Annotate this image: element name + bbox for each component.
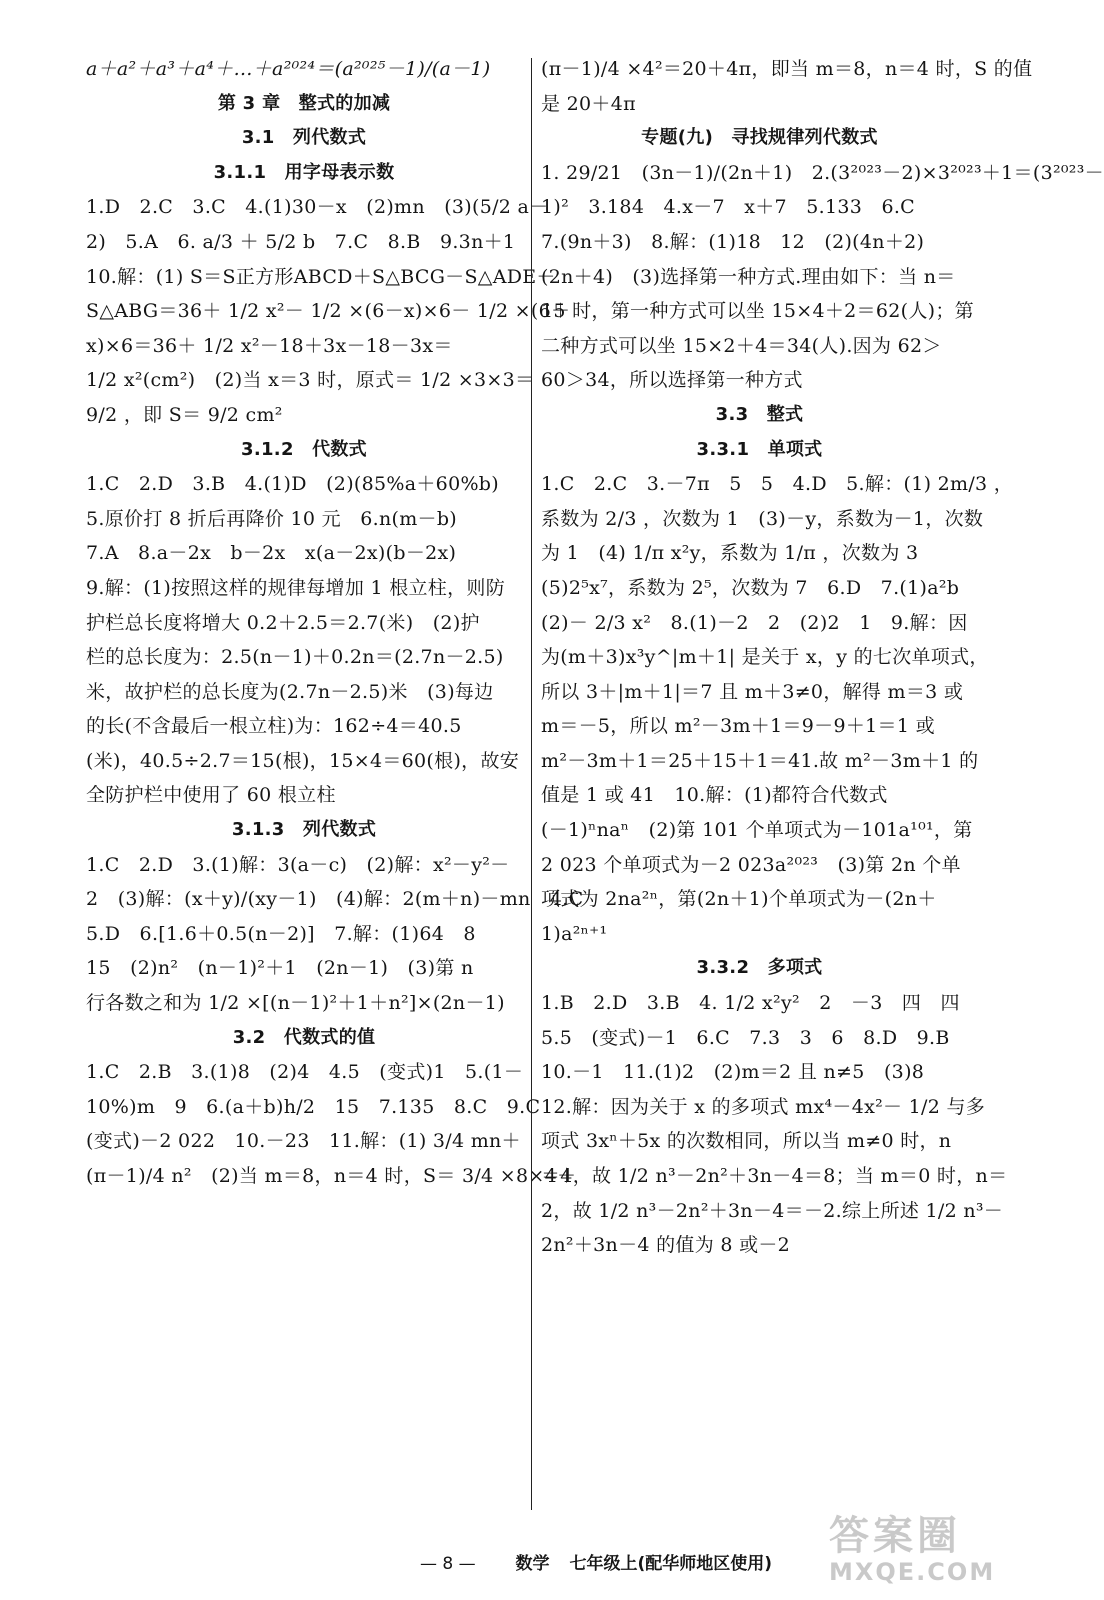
answer-line: 9.解：(1)按照这样的规律每增加 1 根立柱，则防	[86, 576, 506, 599]
answer-line: 1)² 3.184 4.x－7 x＋7 5.133 6.C	[541, 196, 916, 219]
answer-line: 护栏总长度将增大 0.2＋2.5＝2.7(米) (2)护	[86, 611, 480, 634]
answer-line: 项式为 2na²ⁿ，第(2n＋1)个单项式为－(2n＋	[541, 888, 937, 911]
answer-line: 2 023 个单项式为－2 023a²⁰²³ (3)第 2n 个单	[541, 853, 961, 876]
answer-line: 1)a²ⁿ⁺¹	[541, 922, 608, 945]
footer-subject: 数学	[515, 1554, 550, 1574]
answer-line: 1.C 2.C 3.－7π 5 5 4.D 5.解：(1) 2m/3 ，	[541, 473, 1014, 496]
section-heading: 专题(九) 寻找规律列代数式	[641, 127, 878, 149]
answer-line: 15 时，第一种方式可以坐 15×4＋2＝62(人)；第	[541, 300, 974, 323]
answer-line: 5.D 6.[1.6＋0.5(n－2)] 7.解：(1)64 8	[86, 922, 476, 945]
answer-line: ＝4，故 1/2 n³－2n²＋3n－4＝8；当 m＝0 时，n＝	[541, 1165, 1008, 1187]
answer-line: 项式 3xⁿ＋5x 的次数相同，所以当 m≠0 时，n	[541, 1130, 952, 1153]
answer-line: 是 20＋4π	[541, 92, 636, 115]
answer-line: 值是 1 或 41 10.解：(1)都符合代数式	[541, 784, 888, 807]
page-number: — 8 —	[420, 1554, 476, 1574]
section-heading: 3.3 整式	[715, 403, 804, 425]
answer-line: 栏的总长度为：2.5(n－1)＋0.2n＝(2.7n－2.5)	[86, 646, 504, 669]
answer-line: 2 (3)解：(x＋y)/(xy－1) (4)解：2(m＋n)－mn 4.C	[86, 888, 584, 911]
answer-line: 2，故 1/2 n³－2n²＋3n－4＝－2.综上所述 1/2 n³－	[541, 1199, 1004, 1222]
answer-line: 1.B 2.D 3.B 4. 1/2 x²y² 2 －3 四 四	[541, 992, 960, 1015]
answer-line: x)×6＝36＋ 1/2 x²－18＋3x－18－3x＝	[86, 334, 453, 357]
answer-line: 二种方式可以坐 15×2＋4＝34(人).因为 62＞	[541, 334, 942, 357]
answer-line: (米)，40.5÷2.7＝15(根)，15×4＝60(根)，故安	[86, 749, 520, 772]
answer-line: 行各数之和为 1/2 ×[(n－1)²＋1＋n²]×(2n－1)	[86, 992, 505, 1015]
answer-line: 9/2 ，即 S＝ 9/2 cm²	[86, 403, 283, 426]
answer-line: 1.C 2.D 3.(1)解：3(a－c) (2)解：x²－y²－	[86, 853, 510, 876]
section-heading: 3.1.2 代数式	[241, 438, 367, 460]
answer-line: m＝－5，所以 m²－3m＋1＝9－9＋1＝1 或	[541, 715, 935, 738]
section-heading: 3.3.2 多项式	[696, 957, 823, 979]
answer-line: (变式)－2 022 10.－23 11.解：(1) 3/4 mn＋	[86, 1130, 521, 1153]
answer-line: 1. 29/21 (3n－1)/(2n＋1) 2.(3²⁰²³－2)×3²⁰²³＋1＝(3²⁰²³－	[541, 161, 1104, 184]
answer-line: (5)2⁵x⁷，系数为 2⁵，次数为 7 6.D 7.(1)a²b	[541, 576, 960, 599]
answer-line: S△ABG＝36＋ 1/2 x²－ 1/2 ×(6－x)×6－ 1/2 ×(6＋	[86, 300, 571, 323]
footer-grade: 七年级上(配华师地区使用)	[569, 1554, 773, 1574]
section-heading: 3.1 列代数式	[241, 127, 367, 149]
answer-line: (π－1)/4 ×4²＝20＋4π，即当 m＝8，n＝4 时，S 的值	[541, 58, 1033, 80]
watermark-logo	[829, 1514, 1019, 1590]
answer-line: 15 (2)n² (n－1)²＋1 (2n－1) (3)第 n	[86, 957, 474, 980]
section-heading: 3.1.1 用字母表示数	[213, 161, 395, 183]
answer-line: 为(m＋3)x³y^|m＋1| 是关于 x，y 的七次单项式，	[541, 646, 989, 669]
answer-line: 1.D 2.C 3.C 4.(1)30－x (2)mn (3)(5/2 a－	[86, 196, 549, 219]
section-heading: 3.2 代数式的值	[232, 1026, 376, 1048]
answer-line: 7.(9n＋3) 8.解：(1)18 12 (2)(4n＋2)	[541, 230, 925, 253]
right-column	[541, 52, 1104, 1263]
section-heading: 3.3.1 单项式	[696, 438, 823, 460]
answer-line: (π－1)/4 n² (2)当 m＝8，n＝4 时，S＝ 3/4 ×8×4＋	[86, 1165, 577, 1187]
answer-line: 为 1 (4) 1/π x²y，系数为 1/π ，次数为 3	[541, 542, 919, 565]
answer-line: (－1)ⁿnaⁿ (2)第 101 个单项式为－101a¹⁰¹，第	[541, 819, 973, 842]
answer-line: m²－3m＋1＝25＋15＋1＝41.故 m²－3m＋1 的	[541, 749, 979, 772]
answer-line: 系数为 2/3 ，次数为 1 (3)－y，系数为－1，次数	[541, 507, 984, 530]
answer-line: 1/2 x²(cm²) (2)当 x＝3 时，原式＝ 1/2 ×3×3＝	[86, 369, 535, 392]
answer-line: 60＞34，所以选择第一种方式	[541, 369, 803, 392]
answer-line: 10.－1 11.(1)2 (2)m＝2 且 n≠5 (3)8	[541, 1061, 925, 1084]
answer-line: 1.C 2.D 3.B 4.(1)D (2)(85%a＋60%b)	[86, 473, 499, 496]
answer-line: 10.解：(1) S＝S正方形ABCD＋S△BCG－S△ADE－	[86, 265, 556, 288]
answer-line: 1.C 2.B 3.(1)8 (2)4 4.5 (变式)1 5.(1－	[86, 1061, 524, 1084]
watermark-url: MXQE.COM	[829, 1558, 996, 1586]
answer-line: 所以 3＋|m＋1|＝7 且 m＋3≠0，解得 m＝3 或	[541, 680, 964, 703]
answer-line: 10%)m 9 6.(a＋b)h/2 15 7.135 8.C 9.C	[86, 1095, 541, 1118]
watermark-logo-text: 答案圈	[829, 1513, 961, 1559]
answer-line: 米，故护栏的总长度为(2.7n－2.5)米 (3)每边	[86, 680, 494, 703]
answer-line: 全防护栏中使用了 60 根立柱	[86, 784, 336, 807]
section-heading: 3.1.3 列代数式	[231, 819, 377, 841]
answer-line: 5.原价打 8 折后再降价 10 元 6.n(m－b)	[86, 507, 458, 530]
answer-line: 的长(不含最后一根立柱)为：162÷4＝40.5	[86, 715, 462, 738]
section-heading: 第 3 章 整式的加减	[217, 92, 391, 114]
answer-line: 2n²＋3n－4 的值为 8 或－2	[541, 1234, 791, 1257]
answer-line: 2) 5.A 6. a/3 ＋ 5/2 b 7.C 8.B 9.3n＋1	[86, 230, 516, 253]
column-divider	[531, 58, 532, 1510]
answer-line: (2n＋4) (3)选择第一种方式.理由如下：当 n＝	[541, 265, 956, 288]
answer-line: 7.A 8.a－2x b－2x x(a－2x)(b－2x)	[86, 542, 457, 565]
answer-line: a＋a²＋a³＋a⁴＋…＋a²⁰²⁴＝(a²⁰²⁵－1)/(a－1)	[86, 58, 491, 80]
answer-line: (2)－ 2/3 x² 8.(1)－2 2 (2)2 1 9.解：因	[541, 611, 968, 634]
answer-line: 12.解：因为关于 x 的多项式 mx⁴－4x²－ 1/2 与多	[541, 1095, 986, 1118]
answer-line: 5.5 (变式)－1 6.C 7.3 3 6 8.D 9.B	[541, 1026, 950, 1049]
